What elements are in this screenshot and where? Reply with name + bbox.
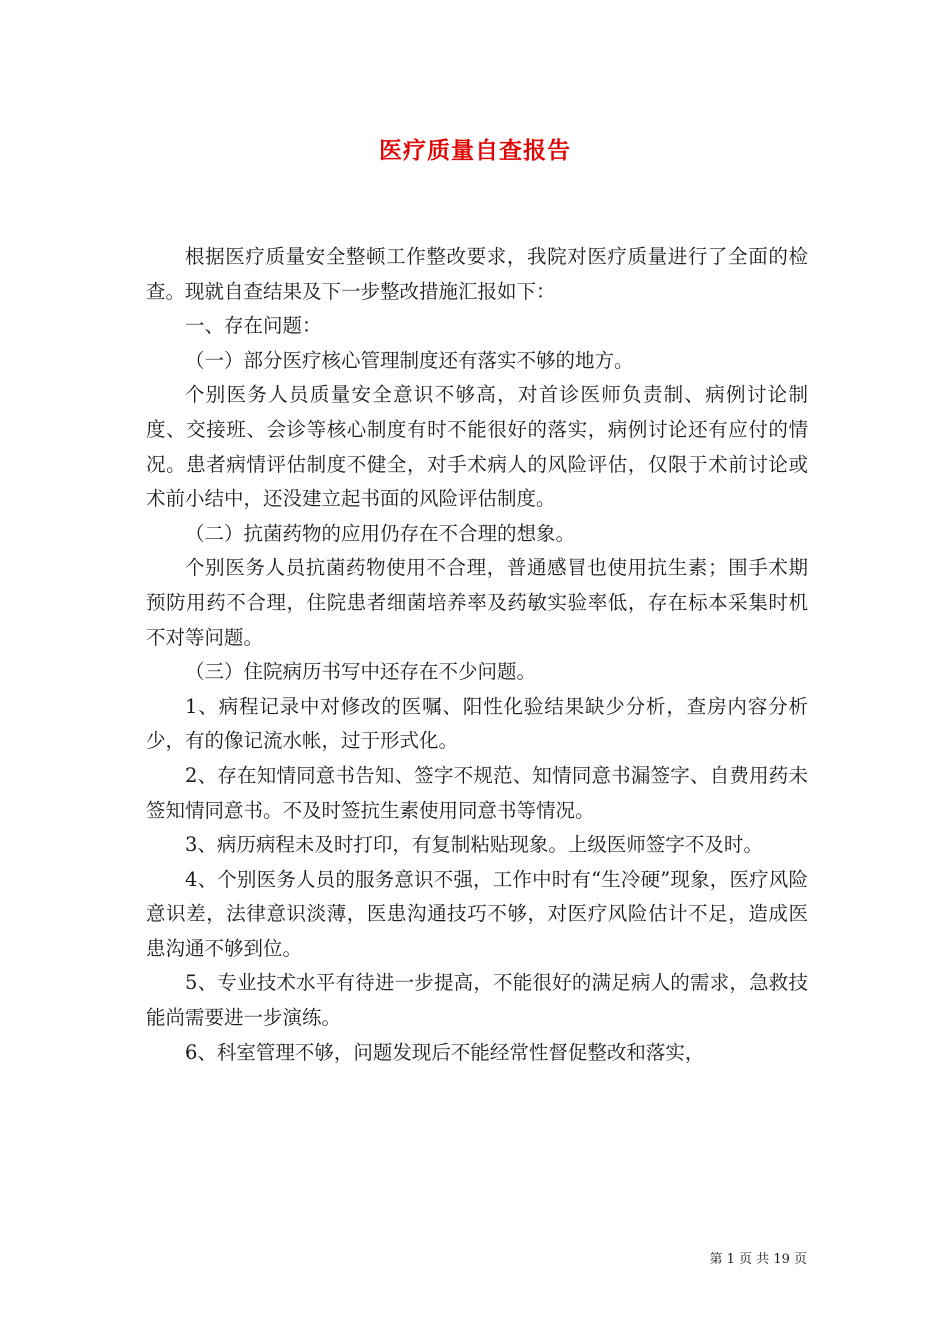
document-body	[146, 240, 808, 1070]
subsection-heading: （二）抗菌药物的应用仍存在不合理的想象。	[185, 521, 576, 545]
document-title: 医疗质量自查报告	[379, 137, 571, 164]
list-item: 5、专业技术水平有待进一步提高，不能很好的满足病人的需求，急救技能尚需要进一步演练。	[146, 971, 808, 1030]
section-heading: 一、存在问题：	[185, 314, 322, 338]
intro-paragraph: 根据医疗质量安全整顿工作整改要求，我院对医疗质量进行了全面的检查。现就自查结果及下一步整改措施汇报如下：	[146, 245, 808, 303]
body-paragraph: 个别医务人员质量安全意识不够高，对首诊医师负责制、病例讨论制度、交接班、会诊等核心制度有时不能很好的落实，病例讨论还有应付的情况。患者病情评估制度不健全，对手术病人的风险评估，仅限于术前讨论或术前小结中，还没建立起书面的风险评估制度。	[146, 383, 808, 511]
list-item: 4、个别医务人员的服务意识不强，工作中时有“生冷硬”现象，医疗风险意识差，法律意识淡薄，医患沟通技巧不够，对医疗风险估计不足，造成医患沟通不够到位。	[146, 867, 808, 960]
list-item: 6、科室管理不够，问题发现后不能经常性督促整改和落实，	[185, 1040, 705, 1064]
list-item: 1、病程记录中对修改的医嘱、阳性化验结果缺少分析，查房内容分析少，有的像记流水帐，过于形式化。	[146, 694, 808, 753]
subsection-heading: （一）部分医疗核心管理制度还有落实不够的地方。	[185, 348, 634, 372]
subsection-heading: （三）住院病历书写中还存在不少问题。	[185, 660, 537, 684]
list-item: 3、病历病程未及时打印，有复制粘贴现象。上级医师签字不及时。	[185, 833, 763, 857]
body-paragraph: 个别医务人员抗菌药物使用不合理，普通感冒也使用抗生素；围手术期预防用药不合理，住院患者细菌培养率及药敏实验率低，存在标本采集时机不对等问题。	[146, 556, 808, 649]
page-number: 第 1 页 共 19 页	[709, 1252, 807, 1267]
list-item: 2、存在知情同意书告知、签字不规范、知情同意书漏签字、自费用药未签知情同意书。不及时签抗生素使用同意书等情况。	[146, 763, 808, 822]
